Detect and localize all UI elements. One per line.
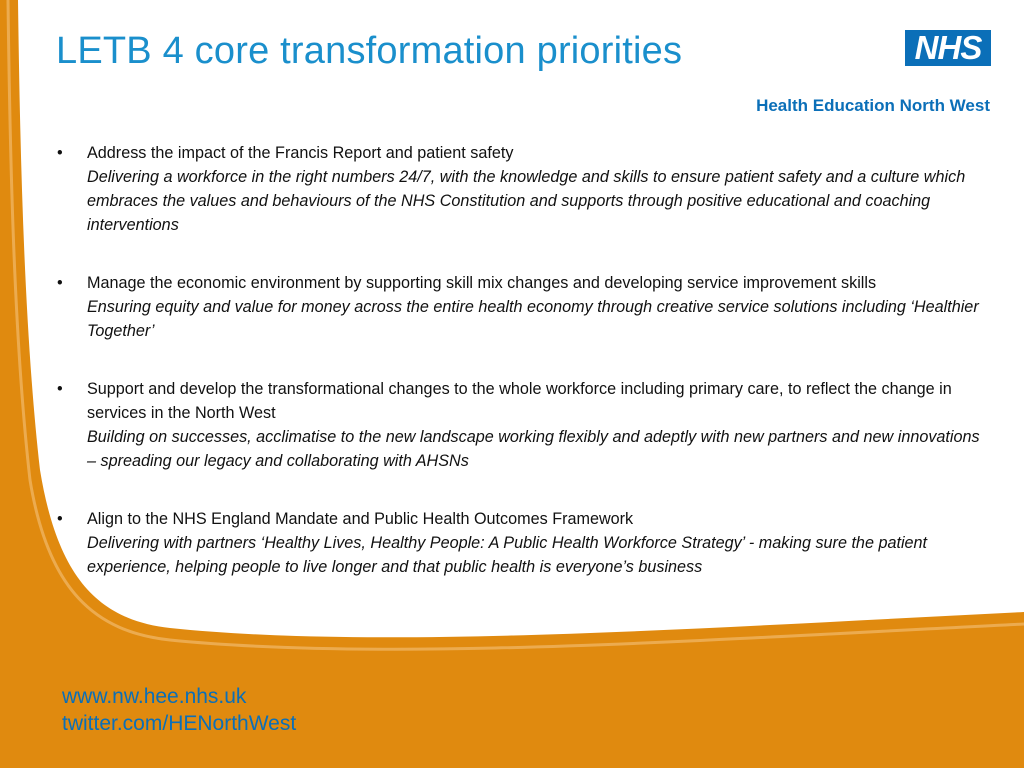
- priority-heading: Support and develop the transformational changes to the whole workforce including primary care, to reflect the change in services in the North West: [87, 380, 952, 422]
- bullet-marker: •: [57, 380, 63, 398]
- priority-detail: Building on successes, acclimatise to the new landscape working flexibly and adeptly with new partners and new innovations – spreading our legacy and collaborating with AHSNs: [87, 428, 980, 470]
- website-link[interactable]: www.nw.hee.nhs.uk: [62, 685, 247, 708]
- priority-item: [57, 141, 987, 237]
- twitter-link[interactable]: twitter.com/HENorthWest: [62, 712, 297, 735]
- nhs-logo: NHS: [905, 30, 991, 66]
- priority-item: [57, 271, 987, 343]
- footer-links: [62, 683, 296, 737]
- priority-item: [57, 507, 987, 579]
- bullet-marker: •: [57, 510, 63, 528]
- priority-detail: Delivering with partners ‘Healthy Lives, Healthy People: A Public Health Workforce Strategy’ - making sure the patient experience, helping people to live longer and that public health is everyone’s business: [87, 534, 928, 576]
- priority-heading: Manage the economic environment by supporting skill mix changes and developing service improvement skills: [87, 274, 877, 292]
- organisation-name: Health Education North West: [756, 96, 990, 115]
- priority-detail: Ensuring equity and value for money across the entire health economy through creative service solutions including ‘Healthier Together’: [87, 298, 979, 340]
- priority-item: [57, 377, 987, 473]
- priority-heading: Align to the NHS England Mandate and Public Health Outcomes Framework: [87, 510, 634, 528]
- priority-heading: Address the impact of the Francis Report and patient safety: [87, 144, 514, 162]
- page-title: LETB 4 core transformation priorities: [56, 30, 683, 72]
- priority-detail: Delivering a workforce in the right numbers 24/7, with the knowledge and skills to ensure patient safety and a culture which embraces the values and behaviours of the NHS Constitution and supports through positive educational and coaching interventions: [87, 168, 966, 234]
- bullet-marker: •: [57, 274, 63, 292]
- priority-list: [57, 141, 987, 579]
- bullet-marker: •: [57, 144, 63, 162]
